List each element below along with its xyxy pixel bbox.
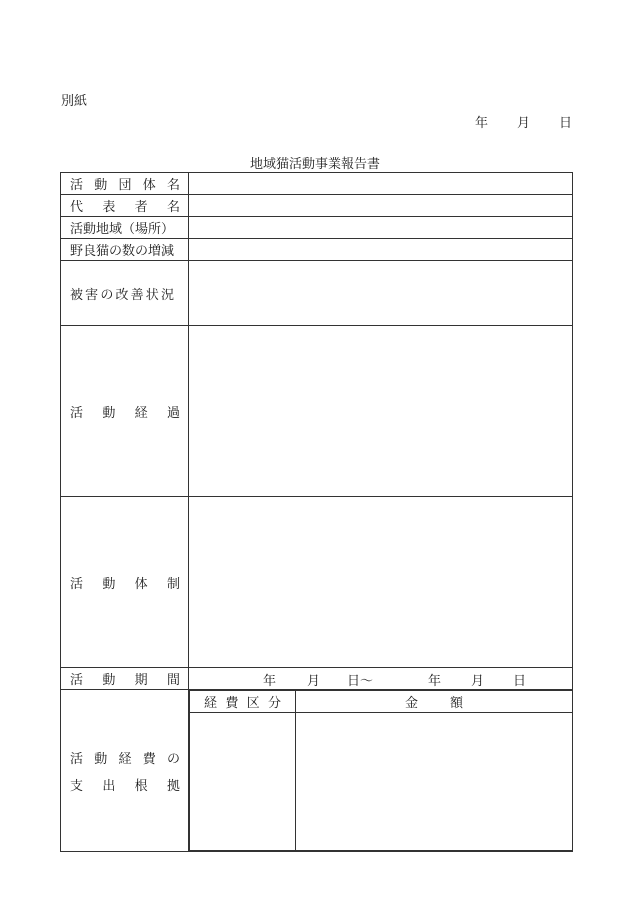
period-start-month: 月 xyxy=(307,674,321,689)
label-char: 動 xyxy=(102,673,116,688)
label-char: 状 xyxy=(145,287,159,303)
expenses-detail-cell xyxy=(189,690,573,852)
label-char: 出 xyxy=(102,778,116,794)
label-char: 活 xyxy=(70,576,84,592)
attachment-label: 別紙 xyxy=(61,94,88,109)
date-month: 月 xyxy=(517,116,531,131)
org-name-label xyxy=(61,173,189,195)
label-char: 分 xyxy=(267,696,281,711)
label-char: 動 xyxy=(94,751,108,767)
label-char: 額 xyxy=(449,696,463,711)
label-char: 善 xyxy=(130,287,144,303)
representative-label-chars xyxy=(61,196,188,215)
period-end-month: 月 xyxy=(471,674,485,689)
label-char: 況 xyxy=(160,287,174,303)
date-year: 年 xyxy=(475,116,489,131)
progress-label-chars xyxy=(61,402,188,421)
label-char: 表 xyxy=(102,200,116,215)
cat-count-field[interactable] xyxy=(189,239,573,261)
expense-category-field[interactable] xyxy=(190,713,296,851)
damage-field[interactable] xyxy=(189,261,573,326)
amount-field[interactable] xyxy=(296,713,573,851)
period-start-year: 年 xyxy=(263,674,277,689)
amount-header xyxy=(296,691,573,713)
label-char: 動 xyxy=(102,576,116,592)
label-char: 支 xyxy=(70,778,84,794)
period-values xyxy=(189,668,572,689)
period-end-year: 年 xyxy=(428,674,442,689)
damage-label-chars xyxy=(61,284,188,303)
label-char: 者 xyxy=(134,200,148,215)
label-char: 活 xyxy=(70,673,84,688)
representative-label xyxy=(61,195,189,217)
page-title: 地域猫活動事業報告書 xyxy=(249,157,380,172)
cat-count-label: 野良猫の数の増減 xyxy=(61,239,189,261)
label-char: 過 xyxy=(166,405,180,421)
label-char: 害 xyxy=(85,287,99,303)
label-char: 活 xyxy=(70,751,84,767)
label-char: 被 xyxy=(70,287,84,303)
label-char: 間 xyxy=(166,673,180,688)
system-label-chars xyxy=(61,573,188,592)
org-name-label-chars xyxy=(61,174,188,193)
area-field[interactable] xyxy=(189,217,573,239)
progress-field[interactable] xyxy=(189,326,573,497)
label-char: 金 xyxy=(405,696,419,711)
period-start-day: 日～ xyxy=(347,674,374,689)
label-char: 動 xyxy=(102,405,116,421)
period-end-day: 日 xyxy=(513,674,527,689)
label-char: 体 xyxy=(142,178,156,193)
system-field[interactable] xyxy=(189,497,573,668)
expenses-label-line1 xyxy=(61,748,188,767)
label-char: 経 xyxy=(134,405,148,421)
expense-category-header xyxy=(190,691,296,713)
expenses-label xyxy=(61,690,189,852)
label-char: 改 xyxy=(115,287,129,303)
label-char: の xyxy=(100,287,114,303)
label-char: 費 xyxy=(225,696,239,711)
period-field[interactable] xyxy=(189,668,573,690)
label-char: 拠 xyxy=(166,778,180,794)
label-char: の xyxy=(166,751,180,767)
expenses-label-line2 xyxy=(61,775,188,794)
report-form-table xyxy=(60,172,573,852)
expenses-detail-table xyxy=(189,690,572,851)
label-char: 期 xyxy=(134,673,148,688)
amount-header-chars xyxy=(405,692,463,711)
label-char: 根 xyxy=(134,778,148,794)
label-char: 経 xyxy=(118,751,132,767)
label-char: 区 xyxy=(246,696,260,711)
label-char: 団 xyxy=(118,178,132,193)
label-char: 活 xyxy=(70,405,84,421)
label-char: 経 xyxy=(204,696,218,711)
label-char: 体 xyxy=(134,576,148,592)
label-char: 費 xyxy=(142,751,156,767)
date-day: 日 xyxy=(559,116,573,131)
period-label xyxy=(61,668,189,690)
label-char: 名 xyxy=(166,200,180,215)
representative-field[interactable] xyxy=(189,195,573,217)
label-char: 名 xyxy=(166,178,180,193)
expense-category-header-chars xyxy=(190,692,295,711)
period-label-chars xyxy=(61,669,188,688)
system-label xyxy=(61,497,189,668)
label-char: 動 xyxy=(94,178,108,193)
label-char: 活 xyxy=(70,178,84,193)
label-char: 制 xyxy=(166,576,180,592)
org-name-field[interactable] xyxy=(189,173,573,195)
area-label: 活動地域（場所） xyxy=(61,217,189,239)
label-char: 代 xyxy=(70,200,84,215)
progress-label xyxy=(61,326,189,497)
damage-label xyxy=(61,261,189,326)
